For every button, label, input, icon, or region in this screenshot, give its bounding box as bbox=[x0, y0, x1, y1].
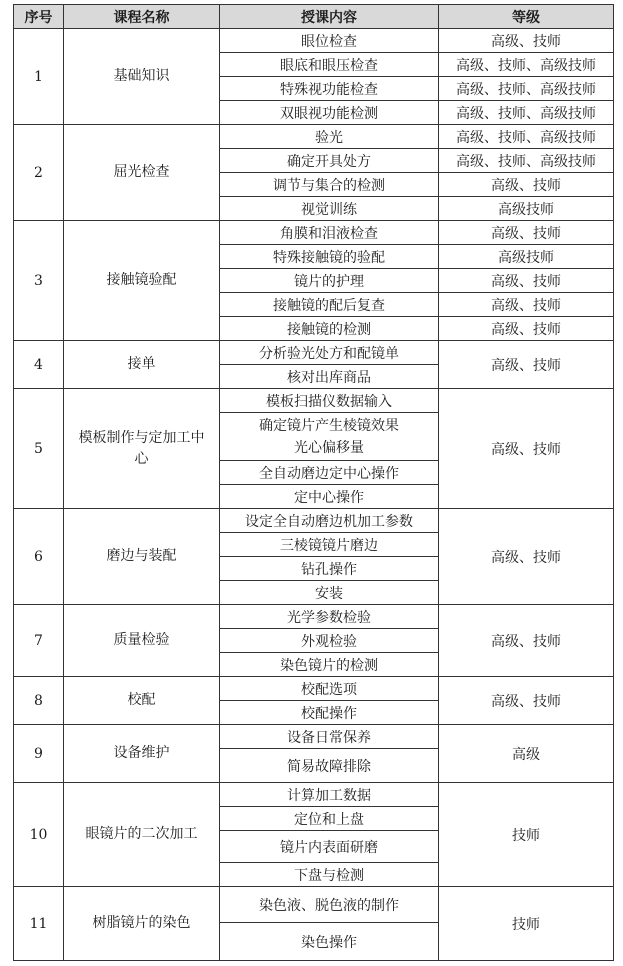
course-content: 镜片内表面研磨 bbox=[220, 831, 439, 863]
course-name: 校配 bbox=[64, 677, 220, 725]
course-name: 眼镜片的二次加工 bbox=[64, 783, 220, 887]
header-level: 等级 bbox=[439, 5, 614, 29]
course-content: 模板扫描仪数据输入 bbox=[220, 389, 439, 413]
table-row bbox=[14, 29, 614, 53]
level: 高级、技师 bbox=[439, 341, 614, 389]
level: 高级、技师、高级技师 bbox=[439, 53, 614, 77]
level: 高级、技师 bbox=[439, 221, 614, 245]
course-content: 特殊接触镜的验配 bbox=[220, 245, 439, 269]
level: 高级、技师 bbox=[439, 509, 614, 605]
table-row bbox=[14, 389, 614, 413]
level: 高级、技师、高级技师 bbox=[439, 125, 614, 149]
course-content: 眼底和眼压检查 bbox=[220, 53, 439, 77]
course-content: 眼位检查 bbox=[220, 29, 439, 53]
header-no: 序号 bbox=[14, 5, 64, 29]
course-content: 染色镜片的检测 bbox=[220, 653, 439, 677]
table-row bbox=[14, 341, 614, 365]
course-content: 分析验光处方和配镜单 bbox=[220, 341, 439, 365]
row-number: 1 bbox=[14, 29, 64, 125]
course-content: 下盘与检测 bbox=[220, 863, 439, 887]
level: 高级、技师、高级技师 bbox=[439, 149, 614, 173]
course-content: 双眼视功能检测 bbox=[220, 101, 439, 125]
course-content: 确定开具处方 bbox=[220, 149, 439, 173]
course-content: 安装 bbox=[220, 581, 439, 605]
course-name: 树脂镜片的染色 bbox=[64, 887, 220, 961]
level: 高级、技师 bbox=[439, 293, 614, 317]
course-name: 设备维护 bbox=[64, 725, 220, 783]
course-name: 磨边与装配 bbox=[64, 509, 220, 605]
course-content: 核对出库商品 bbox=[220, 365, 439, 389]
course-table bbox=[13, 4, 614, 961]
level: 高级、技师、高级技师 bbox=[439, 101, 614, 125]
course-name: 基础知识 bbox=[64, 29, 220, 125]
level: 高级、技师 bbox=[439, 677, 614, 725]
course-content-line: 确定镜片产生棱镜效果 bbox=[259, 417, 399, 434]
row-number: 7 bbox=[14, 605, 64, 677]
table-row bbox=[14, 221, 614, 245]
level: 高级技师 bbox=[439, 245, 614, 269]
course-content: 校配操作 bbox=[220, 701, 439, 725]
level: 技师 bbox=[439, 783, 614, 887]
table-row bbox=[14, 887, 614, 923]
row-number: 3 bbox=[14, 221, 64, 341]
course-name: 接触镜验配 bbox=[64, 221, 220, 341]
course-content: 验光 bbox=[220, 125, 439, 149]
course-content bbox=[220, 413, 439, 461]
course-content: 校配选项 bbox=[220, 677, 439, 701]
header-content: 授课内容 bbox=[220, 5, 439, 29]
course-content: 镜片的护理 bbox=[220, 269, 439, 293]
course-content: 设定全自动磨边机加工参数 bbox=[220, 509, 439, 533]
level: 高级、技师 bbox=[439, 173, 614, 197]
course-content: 全自动磨边定中心操作 bbox=[220, 461, 439, 485]
row-number: 5 bbox=[14, 389, 64, 509]
course-content: 接触镜的检测 bbox=[220, 317, 439, 341]
course-content: 定位和上盘 bbox=[220, 807, 439, 831]
course-name: 接单 bbox=[64, 341, 220, 389]
level: 高级、技师 bbox=[439, 29, 614, 53]
row-number: 8 bbox=[14, 677, 64, 725]
level: 高级 bbox=[439, 725, 614, 783]
course-content: 简易故障排除 bbox=[220, 749, 439, 783]
course-content: 特殊视功能检查 bbox=[220, 77, 439, 101]
course-content: 设备日常保养 bbox=[220, 725, 439, 749]
course-content: 光学参数检验 bbox=[220, 605, 439, 629]
header-course: 课程名称 bbox=[64, 5, 220, 29]
course-name: 质量检验 bbox=[64, 605, 220, 677]
level: 高级、技师 bbox=[439, 605, 614, 677]
row-number: 4 bbox=[14, 341, 64, 389]
course-content: 接触镜的配后复查 bbox=[220, 293, 439, 317]
course-name: 屈光检查 bbox=[64, 125, 220, 221]
row-number: 11 bbox=[14, 887, 64, 961]
table-row bbox=[14, 677, 614, 701]
row-number: 9 bbox=[14, 725, 64, 783]
table-row bbox=[14, 605, 614, 629]
course-content: 角膜和泪液检查 bbox=[220, 221, 439, 245]
table-row bbox=[14, 783, 614, 807]
level: 高级、技师 bbox=[439, 317, 614, 341]
level: 高级、技师 bbox=[439, 389, 614, 509]
table-header-row bbox=[14, 5, 614, 29]
row-number: 6 bbox=[14, 509, 64, 605]
course-content-line: 光心偏移量 bbox=[294, 439, 364, 456]
course-content: 定中心操作 bbox=[220, 485, 439, 509]
course-content: 计算加工数据 bbox=[220, 783, 439, 807]
level: 高级、技师 bbox=[439, 269, 614, 293]
course-content: 染色液、脱色液的制作 bbox=[220, 887, 439, 923]
course-name: 模板制作与定加工中心 bbox=[64, 389, 220, 509]
course-content: 外观检验 bbox=[220, 629, 439, 653]
table-row bbox=[14, 509, 614, 533]
course-content: 视觉训练 bbox=[220, 197, 439, 221]
level: 高级、技师、高级技师 bbox=[439, 77, 614, 101]
course-content: 钻孔操作 bbox=[220, 557, 439, 581]
course-content: 三棱镜镜片磨边 bbox=[220, 533, 439, 557]
course-content: 调节与集合的检测 bbox=[220, 173, 439, 197]
table-body bbox=[14, 29, 614, 961]
table-row bbox=[14, 125, 614, 149]
level: 技师 bbox=[439, 887, 614, 961]
row-number: 2 bbox=[14, 125, 64, 221]
course-content: 染色操作 bbox=[220, 923, 439, 961]
table-row bbox=[14, 725, 614, 749]
level: 高级技师 bbox=[439, 197, 614, 221]
row-number: 10 bbox=[14, 783, 64, 887]
